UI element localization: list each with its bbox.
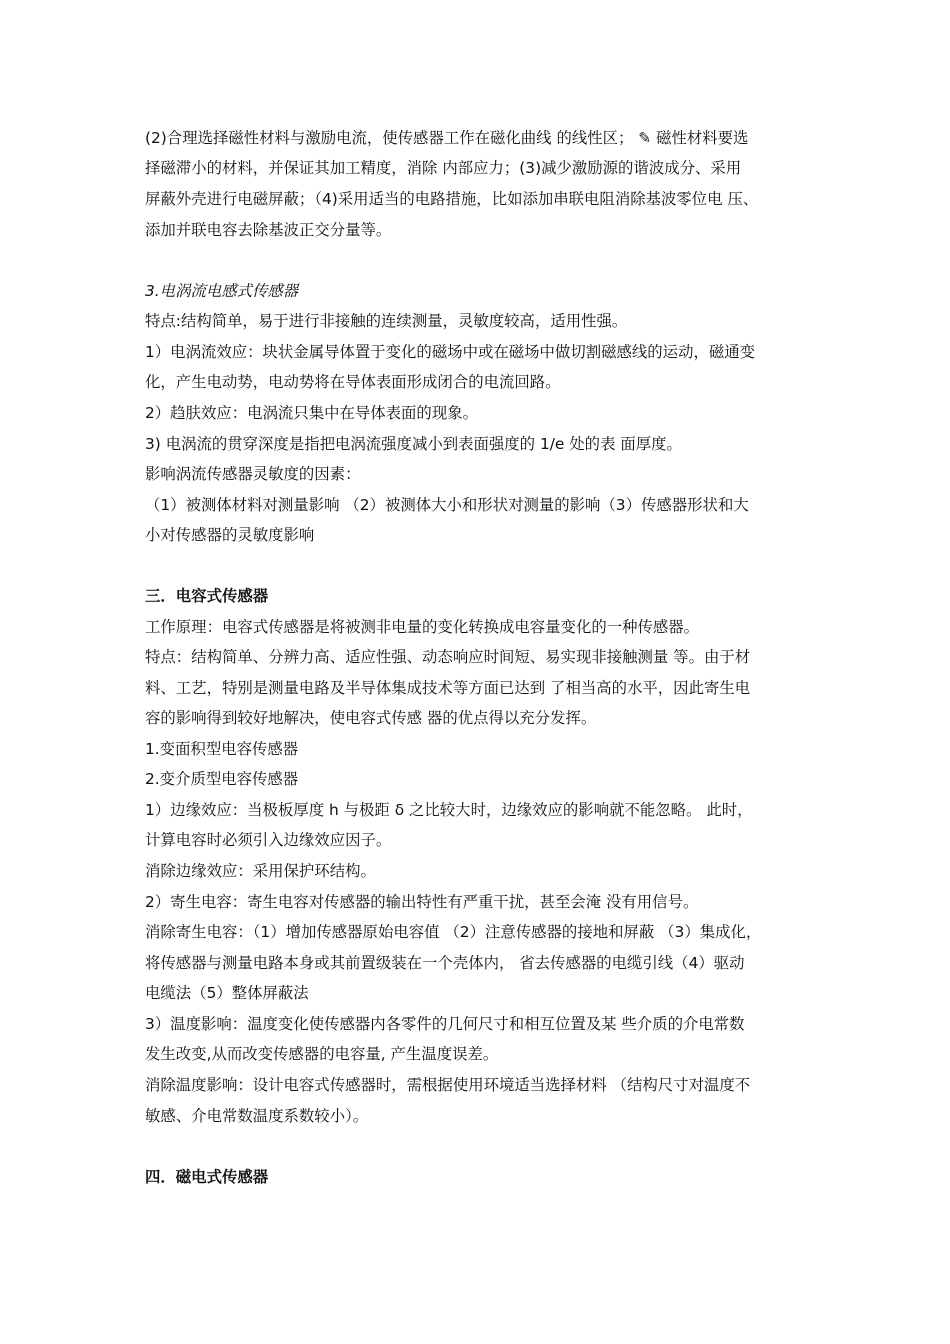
paragraph-line: 3) 电涡流的贯穿深度是指把电涡流强度减小到表面强度的 1/e 处的表 面厚度。: [145, 435, 682, 453]
paragraph-line: 消除边缘效应：采用保护环结构。: [145, 862, 376, 880]
paragraph-line: 化，产生电动势，电动势将在导体表面形成闭合的电流回路。: [145, 373, 561, 391]
paragraph-line: （1）被测体材料对测量影响 （2）被测体大小和形状对测量的影响（3）传感器形状和大: [145, 496, 749, 514]
paragraph-line: 屏蔽外壳进行电磁屏蔽；（4)采用适当的电路措施，比如添加串联电阻消除基波零位电 压、: [145, 190, 759, 208]
paragraph-line: 添加并联电容去除基波正交分量等。: [145, 221, 392, 239]
paragraph-line: 小对传感器的灵敏度影响: [145, 526, 315, 544]
paragraph-line: 2）寄生电容：寄生电容对传感器的输出特性有严重干扰，甚至会淹 没有用信号。: [145, 893, 699, 911]
paragraph-line: 1）边缘效应：当极板厚度 h 与极距 δ 之比较大时，边缘效应的影响就不能忽略。 此时，: [145, 801, 753, 819]
paragraph-line: 特点：结构简单、分辨力高、适应性强、动态响应时间短、易实现非接触测量 等。由于材: [145, 648, 751, 666]
paragraph-line: 1.变面积型电容传感器: [145, 740, 299, 758]
paragraph-line: 影响涡流传感器灵敏度的因素：: [145, 465, 361, 483]
paragraph-line: 电缆法（5）整体屏蔽法: [145, 984, 309, 1002]
paragraph-line: 特点:结构简单，易于进行非接触的连续测量，灵敏度较高，适用性强。: [145, 312, 628, 330]
section-heading: 3.电涡流电感式传感器: [145, 282, 299, 300]
paragraph-line: (2)合理选择磁性材料与激励电流，使传感器工作在磁化曲线 的线性区； ✎ 磁性材料要选: [145, 129, 749, 147]
paragraph-line: 消除寄生电容：（1）增加传感器原始电容值 （2）注意传感器的接地和屏蔽 （3）集成化，: [145, 923, 762, 941]
paragraph-line: 消除温度影响：设计电容式传感器时，需根据使用环境适当选择材料 （结构尺寸对温度不: [145, 1076, 751, 1094]
section-heading: 三．电容式传感器: [145, 587, 269, 605]
paragraph-line: 1）电涡流效应：块状金属导体置于变化的磁场中或在磁场中做切割磁感线的运动，磁通变: [145, 343, 756, 361]
paragraph-line: 料、工艺，特别是测量电路及半导体集成技术等方面已达到 了相当高的水平，因此寄生电: [145, 679, 751, 697]
paragraph-line: 工作原理：电容式传感器是将被测非电量的变化转换成电容量变化的一种传感器。: [145, 618, 700, 636]
paragraph-line: 敏感、介电常数温度系数较小）。: [145, 1107, 369, 1125]
paragraph-line: 2.变介质型电容传感器: [145, 770, 299, 788]
paragraph-line: 计算电容时必须引入边缘效应因子。: [145, 831, 392, 849]
paragraph-line: 2）趋肤效应：电涡流只集中在导体表面的现象。: [145, 404, 478, 422]
section-heading: 四．磁电式传感器: [145, 1168, 269, 1186]
paragraph-line: 将传感器与测量电路本身或其前置级装在一个壳体内， 省去传感器的电缆引线（4）驱动: [145, 954, 745, 972]
paragraph-line: 3）温度影响：温度变化使传感器内各零件的几何尺寸和相互位置及某 些介质的介电常数: [145, 1015, 745, 1033]
paragraph-line: 择磁滞小的材料，并保证其加工精度，消除 内部应力；(3)减少激励源的谐波成分、采用: [145, 159, 742, 177]
paragraph-line: 容的影响得到较好地解决，使电容式传感 器的优点得以充分发挥。: [145, 709, 597, 727]
paragraph-line: 发生改变,从而改变传感器的电容量, 产生温度误差。: [145, 1045, 499, 1063]
